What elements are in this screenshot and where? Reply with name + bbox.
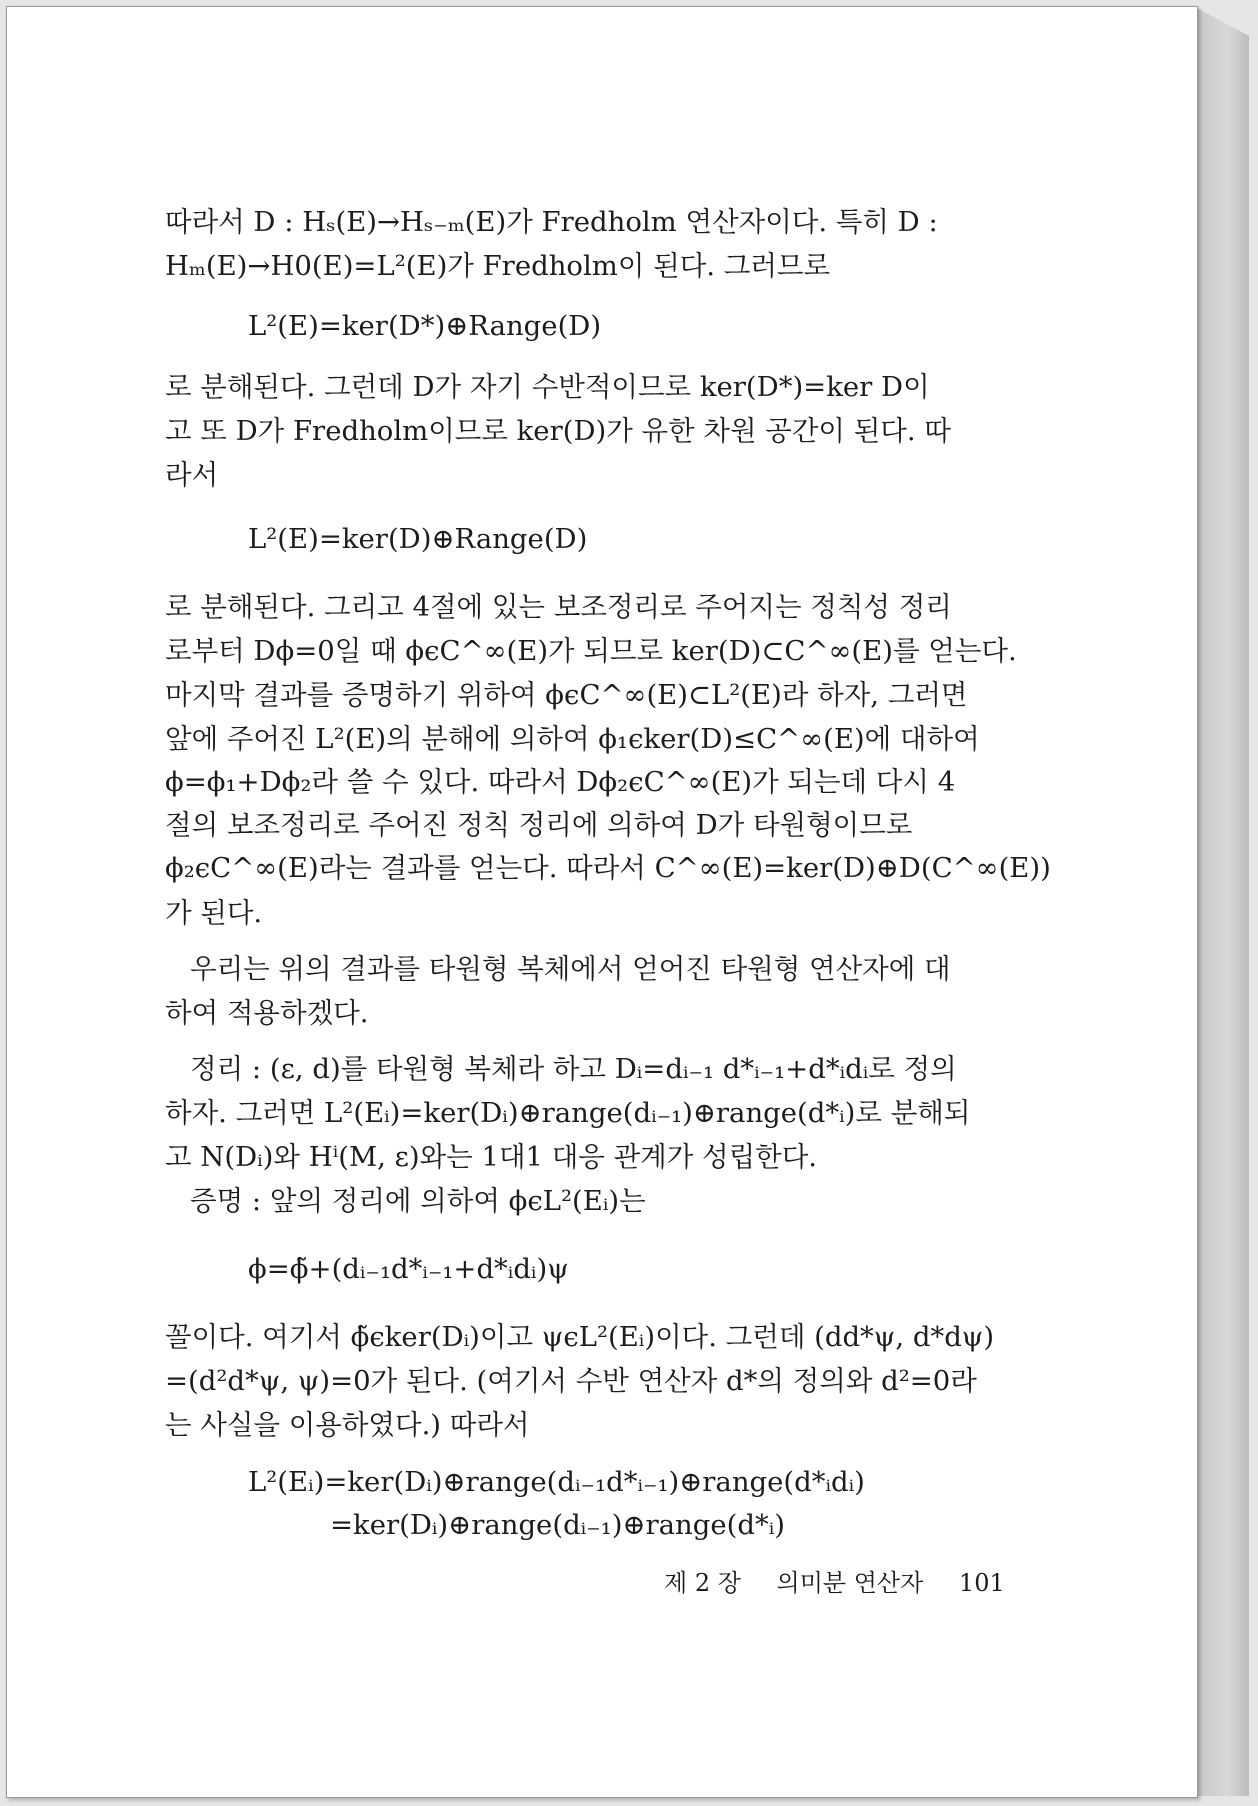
text-line: 로 분해된다. 그리고 4절에 있는 보조정리로 주어지는 정칙성 정리 (165, 591, 952, 623)
footer-chapter-title: 의미분 연산자 (776, 1569, 924, 1597)
text-line: 꼴이다. 여기서 ϕ̃ϵker(Dᵢ)이고 ψϵL²(Eᵢ)이다. 그런데 (dd*ψ, d*dψ) (165, 1321, 995, 1353)
proof-line: 증명 : 앞의 정리에 의하여 ϕϵL²(Eᵢ)는 (190, 1185, 646, 1217)
text-line: 라서 (165, 459, 219, 491)
text-line: 고 N(Dᵢ)와 Hⁱ(M, ε)와는 1대1 대응 관계가 성립한다. (165, 1141, 818, 1173)
text-line: ϕ=ϕ₁+Dϕ₂라 쓸 수 있다. 따라서 Dϕ₂ϵC^∞(E)가 되는데 다시 4 (165, 766, 956, 798)
page-number: 101 (958, 1569, 1005, 1597)
text-line: ϕ₂ϵC^∞(E)라는 결과를 얻는다. 따라서 C^∞(E)=ker(D)⊕D(C^∞(E)) (165, 852, 1051, 884)
text-line: 가 된다. (165, 897, 263, 929)
text-line: =(d²d*ψ, ψ)=0가 된다. (여기서 수반 연산자 d*의 정의와 d²=0라 (165, 1365, 977, 1397)
page-footer (664, 1568, 1005, 1598)
equation-line: ϕ=ϕ̃+(dᵢ₋₁d*ᵢ₋₁+d*ᵢdᵢ)ψ (248, 1253, 569, 1285)
equation-line: =ker(Dᵢ)⊕range(dᵢ₋₁)⊕range(d*ᵢ) (330, 1509, 785, 1541)
text-line: 마지막 결과를 증명하기 위하여 ϕϵC^∞(E)⊂L²(E)라 하자, 그러면 (165, 679, 968, 711)
page-edge-shadow (1197, 8, 1249, 1796)
text-line: 따라서 D : Hₛ(E)→Hₛ₋ₘ(E)가 Fredholm 연산자이다. 특히 D : (165, 206, 938, 238)
text-line: Hₘ(E)→H0(E)=L²(E)가 Fredholm이 된다. 그러므로 (165, 250, 831, 282)
text-line: 절의 보조정리로 주어진 정칙 정리에 의하여 D가 타원형이므로 (165, 809, 913, 841)
text-line: 는 사실을 이용하였다.) 따라서 (165, 1409, 530, 1441)
footer-chapter: 제 2 장 (664, 1569, 741, 1597)
theorem-line: 정리 : (ε, d)를 타원형 복체라 하고 Dᵢ=dᵢ₋₁ d*ᵢ₋₁+d*ᵢdᵢ로 정의 (190, 1053, 957, 1085)
text-line: 고 또 D가 Fredholm이므로 ker(D)가 유한 차원 공간이 된다. 따 (165, 415, 951, 447)
equation-line: L²(Eᵢ)=ker(Dᵢ)⊕range(dᵢ₋₁d*ᵢ₋₁)⊕range(d*ᵢdᵢ) (248, 1466, 865, 1498)
text-line: 하자. 그러면 L²(Eᵢ)=ker(Dᵢ)⊕range(dᵢ₋₁)⊕range(d*ᵢ)로 분해되 (165, 1097, 971, 1129)
text-line: 로부터 Dϕ=0일 때 ϕϵC^∞(E)가 되므로 ker(D)⊂C^∞(E)를 얻는다. (165, 635, 1017, 667)
text-line: 앞에 주어진 L²(E)의 분해에 의하여 ϕ₁ϵker(D)≤C^∞(E)에 대하여 (165, 723, 980, 755)
equation-line: L²(E)=ker(D*)⊕Range(D) (248, 310, 602, 342)
text-line: 로 분해된다. 그런데 D가 자기 수반적이므로 ker(D*)=ker D이 (165, 371, 930, 403)
equation-line: L²(E)=ker(D)⊕Range(D) (248, 523, 588, 555)
text-line: 하여 적용하겠다. (165, 997, 369, 1029)
text-line: 우리는 위의 결과를 타원형 복체에서 얻어진 타원형 연산자에 대 (190, 953, 951, 985)
